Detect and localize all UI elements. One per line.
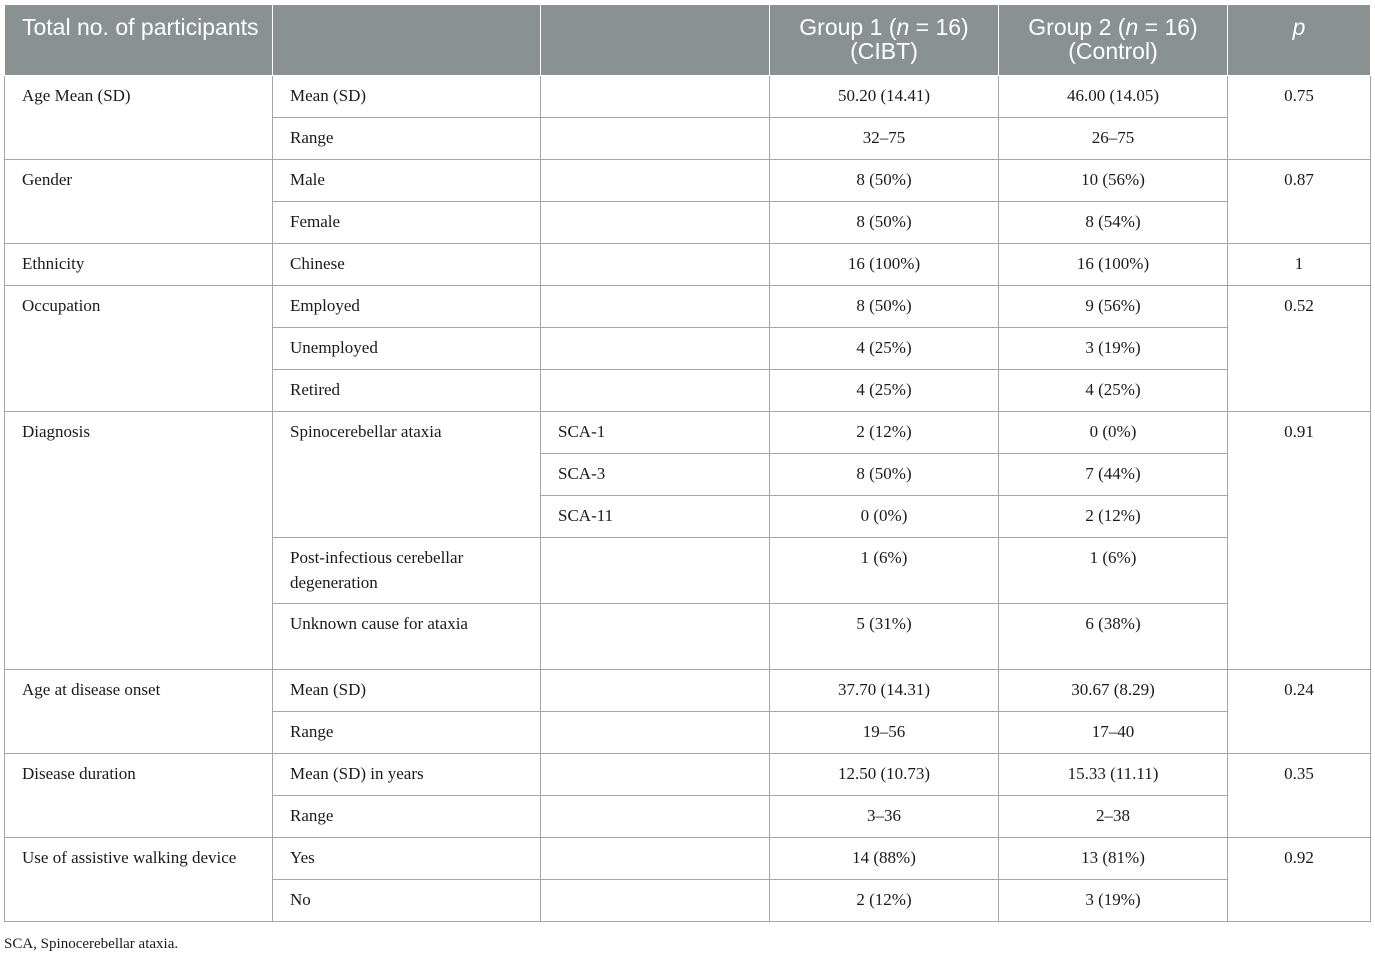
cell-g2: 16 (100%) [999,244,1228,286]
cell-g2: 4 (25%) [999,370,1228,412]
row-label-age: Age Mean (SD) [5,76,273,160]
header-blank-2 [541,5,770,76]
cell-p-onset: 0.24 [1228,670,1371,754]
cell-sub: No [273,880,541,922]
cell-sub: Mean (SD) [273,76,541,118]
header-group1-n: n [896,14,910,40]
cell-p-occupation: 0.52 [1228,286,1371,412]
cell-g1: 4 (25%) [770,328,999,370]
cell-empty [541,754,770,796]
cell-g2: 26–75 [999,118,1228,160]
cell-g1: 2 (12%) [770,412,999,454]
cell-empty [541,160,770,202]
header-blank-1 [273,5,541,76]
table-row [5,244,1371,286]
table-row [5,286,1371,328]
cell-g1: 14 (88%) [770,838,999,880]
cell-empty [541,712,770,754]
cell-subtype: SCA-1 [541,412,770,454]
table-footnote: SCA, Spinocerebellar ataxia. [4,936,179,952]
row-label-gender: Gender [5,160,273,244]
table-row [5,412,1371,454]
cell-g1: 50.20 (14.41) [770,76,999,118]
cell-g2: 3 (19%) [999,880,1228,922]
header-p [1228,5,1371,76]
cell-sub: Unemployed [273,328,541,370]
cell-empty [541,838,770,880]
header-group2-n: n [1125,14,1139,40]
cell-g1: 8 (50%) [770,286,999,328]
cell-sub: Unknown cause for ataxia [273,604,541,670]
cell-sub: Range [273,796,541,838]
row-label-duration: Disease duration [5,754,273,838]
header-group2 [999,5,1228,76]
cell-g2: 30.67 (8.29) [999,670,1228,712]
cell-subtype: SCA-3 [541,454,770,496]
cell-subtype: SCA-11 [541,496,770,538]
cell-empty [541,328,770,370]
cell-g1: 3–36 [770,796,999,838]
cell-sub: Chinese [273,244,541,286]
cell-empty [541,244,770,286]
cell-g2: 15.33 (11.11) [999,754,1228,796]
cell-sub: Male [273,160,541,202]
cell-g1: 12.50 (10.73) [770,754,999,796]
cell-empty [541,286,770,328]
cell-g2: 2 (12%) [999,496,1228,538]
cell-empty [541,538,770,604]
cell-p-age: 0.75 [1228,76,1371,160]
cell-g1: 32–75 [770,118,999,160]
cell-g2: 46.00 (14.05) [999,76,1228,118]
header-p-text: p [1292,14,1306,40]
row-label-occupation: Occupation [5,286,273,412]
cell-sub: Female [273,202,541,244]
cell-g2: 6 (38%) [999,604,1228,670]
cell-sub: Range [273,118,541,160]
header-participants: Total no. of participants [5,5,273,76]
cell-g1: 4 (25%) [770,370,999,412]
cell-g2: 10 (56%) [999,160,1228,202]
cell-g2: 2–38 [999,796,1228,838]
cell-empty [541,118,770,160]
cell-sub: Mean (SD) in years [273,754,541,796]
table-row [5,160,1371,202]
header-group2-line1: Group 2 ( [1028,14,1126,40]
cell-g2: 7 (44%) [999,454,1228,496]
cell-g2: 1 (6%) [999,538,1228,604]
cell-p-diagnosis: 0.91 [1228,412,1371,670]
cell-g2: 0 (0%) [999,412,1228,454]
cell-sub: Post-infectious cerebellar degeneration [273,538,541,604]
cell-empty [541,76,770,118]
cell-empty [541,370,770,412]
header-group2-line2: (Control) [1068,38,1158,64]
cell-sub: Employed [273,286,541,328]
cell-sub: Yes [273,838,541,880]
cell-g1: 0 (0%) [770,496,999,538]
cell-empty [541,880,770,922]
cell-g1: 2 (12%) [770,880,999,922]
header-group1 [770,5,999,76]
header-group1-line1: Group 1 ( [799,14,897,40]
row-label-ethnicity: Ethnicity [5,244,273,286]
cell-g1: 1 (6%) [770,538,999,604]
cell-sub-sca: Spinocerebellar ataxia [273,412,541,538]
header-group1-eq: = 16) [909,14,969,40]
table-container [4,4,1370,922]
cell-p-gender: 0.87 [1228,160,1371,244]
cell-g2: 13 (81%) [999,838,1228,880]
cell-p-duration: 0.35 [1228,754,1371,838]
cell-sub: Range [273,712,541,754]
cell-p-ethnicity: 1 [1228,244,1371,286]
table-row [5,670,1371,712]
row-label-diagnosis: Diagnosis [5,412,273,670]
cell-empty [541,202,770,244]
cell-g1: 8 (50%) [770,202,999,244]
header-group1-line2: (CIBT) [850,38,918,64]
cell-empty [541,604,770,670]
cell-g1: 8 (50%) [770,454,999,496]
cell-g2: 3 (19%) [999,328,1228,370]
participants-table [4,4,1371,922]
cell-sub: Retired [273,370,541,412]
cell-empty [541,796,770,838]
table-row [5,76,1371,118]
cell-empty [541,670,770,712]
cell-g1: 8 (50%) [770,160,999,202]
row-label-onset: Age at disease onset [5,670,273,754]
cell-g2: 8 (54%) [999,202,1228,244]
table-header-row [5,5,1371,76]
table-row [5,754,1371,796]
cell-g1: 16 (100%) [770,244,999,286]
cell-p-device: 0.92 [1228,838,1371,922]
cell-sub: Mean (SD) [273,670,541,712]
cell-g2: 17–40 [999,712,1228,754]
cell-g1: 19–56 [770,712,999,754]
cell-g2: 9 (56%) [999,286,1228,328]
cell-g1: 5 (31%) [770,604,999,670]
row-label-device: Use of assistive walking device [5,838,273,922]
cell-g1: 37.70 (14.31) [770,670,999,712]
table-row [5,838,1371,880]
header-group2-eq: = 16) [1138,14,1198,40]
